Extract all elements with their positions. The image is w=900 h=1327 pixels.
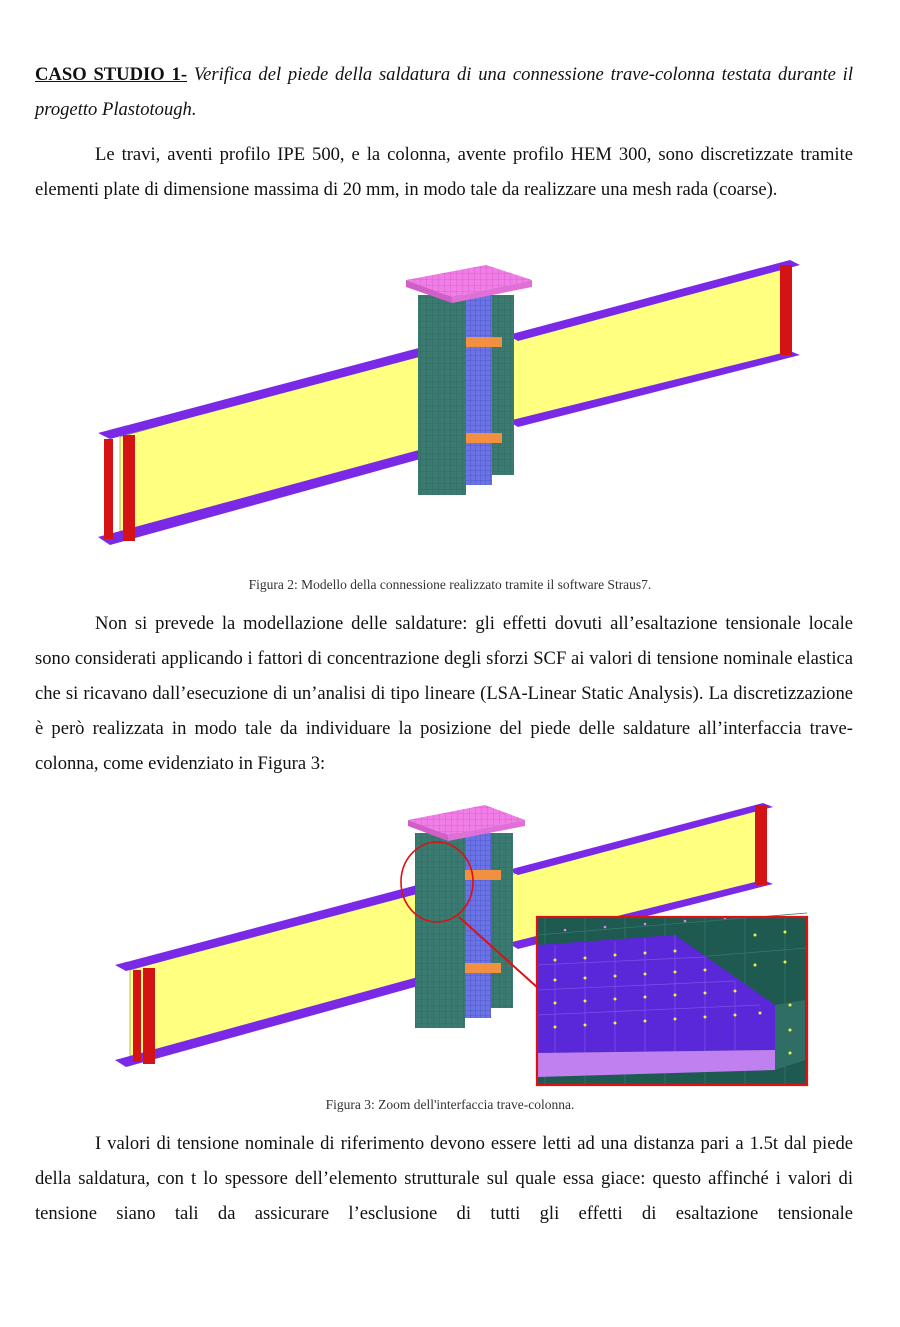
figure-3-caption: Figura 3: Zoom dell'interfaccia trave-colonna. <box>325 1097 575 1112</box>
heading-label: CASO STUDIO 1- <box>35 64 188 85</box>
heading-paragraph <box>35 57 853 127</box>
left-beam <box>98 345 442 545</box>
paragraph-3: I valori di tensione nominale di riferimento devono essere letti ad una distanza pari a 1.5t dal piede della saldatura, con t lo spessore dell’elemento strutturale sul quale essa giace: questo affinché i valori di tensione siano tali da assicurare l’esclusione di tutti gli effetti di esaltazione tensionale <box>35 1133 853 1224</box>
paragraph-1: Le travi, aventi profilo IPE 500, e la colonna, avente profilo HEM 300, sono discretizzate tramite elementi plate di dimensione massima di 20 mm, in modo tale da realizzare una mesh rada (coarse). <box>35 144 853 200</box>
right-beam <box>508 260 800 427</box>
column <box>408 805 525 1028</box>
figure-3-model <box>115 795 815 1090</box>
zoom-inset <box>537 913 807 1085</box>
figure-2-caption: Figura 2: Modello della connessione realizzato tramite il software Straus7. <box>248 577 652 592</box>
heading-text: Verifica del piede della saldatura di una connessione trave-colonna testata durante il progetto Plastotough. <box>35 64 853 120</box>
figure-2-model <box>90 255 810 555</box>
column <box>406 265 532 495</box>
paragraph-2: Non si prevede la modellazione delle saldature: gli effetti dovuti all’esaltazione tensionale locale sono considerati applicando i fattori di concentrazione degli sforzi SCF ai valori di tensione nominale elastica che si ricavano dall’esecuzione di un’analisi di tipo lineare (LSA-Linear Static Analysis). La discretizzazione è però realizzata in modo tale da individuare la posizione del piede delle saldature all’interfaccia trave-colonna, come evidenziato in Figura 3: <box>35 613 853 774</box>
left-beam <box>115 879 451 1067</box>
